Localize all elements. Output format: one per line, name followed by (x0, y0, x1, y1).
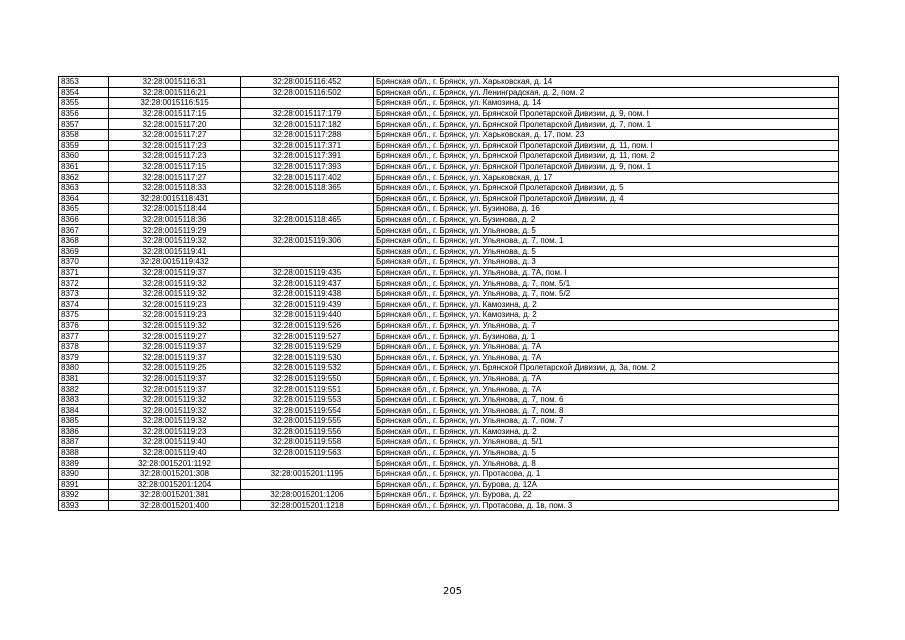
address-cell: Брянская обл., г. Брянск, ул. Бурова, д. 22 (374, 490, 839, 501)
land-cadastral-cell: 32:28:0015117:27 (109, 172, 241, 183)
table-row (59, 468, 839, 479)
table-row (59, 331, 839, 342)
address-cell: Брянская обл., г. Брянск, ул. Брянской Пролетарской Дивизии, д. 11, пом. 2 (374, 151, 839, 162)
object-cadastral-cell (241, 204, 374, 215)
object-cadastral-cell: 32:28:0015119:527 (241, 331, 374, 342)
row-number-cell: 8355 (59, 98, 109, 109)
object-cadastral-cell: 32:28:0015119:439 (241, 299, 374, 310)
object-cadastral-cell: 32:28:0015117:371 (241, 140, 374, 151)
object-cadastral-cell: 32:28:0015119:437 (241, 278, 374, 289)
row-number-cell: 8364 (59, 193, 109, 204)
table-row (59, 235, 839, 246)
row-number-cell: 8379 (59, 352, 109, 363)
address-cell: Брянская обл., г. Брянск, ул. Брянской Пролетарской Дивизии, д. 11, пом. I (374, 140, 839, 151)
address-cell: Брянская обл., г. Брянск, ул. Брянской Пролетарской Дивизии, д. 5 (374, 182, 839, 193)
row-number-cell: 8360 (59, 151, 109, 162)
address-cell: Брянская обл., г. Брянск, ул. Ульянова, д. 5/1 (374, 437, 839, 448)
table-row (59, 129, 839, 140)
address-cell: Брянская обл., г. Брянск, ул. Ульянова, д. 7, пом. 5/2 (374, 288, 839, 299)
address-cell: Брянская обл., г. Брянск, ул. Бузинова, д. 2 (374, 214, 839, 225)
object-cadastral-cell: 32:28:0015119:440 (241, 310, 374, 321)
table-row (59, 373, 839, 384)
address-cell: Брянская обл., г. Брянск, ул. Ульянова, д. 5 (374, 225, 839, 236)
address-cell: Брянская обл., г. Брянск, ул. Ульянова, д. 7А (374, 352, 839, 363)
address-cell: Брянская обл., г. Брянск, ул. Ульянова, д. 7, пом. 6 (374, 394, 839, 405)
table-row (59, 299, 839, 310)
row-number-cell: 8373 (59, 288, 109, 299)
table-row (59, 77, 839, 88)
object-cadastral-cell: 32:28:0015116:452 (241, 77, 374, 88)
table-row (59, 119, 839, 130)
row-number-cell: 8388 (59, 447, 109, 458)
row-number-cell: 8375 (59, 310, 109, 321)
table-row (59, 267, 839, 278)
table-row (59, 257, 839, 268)
table-row (59, 447, 839, 458)
land-cadastral-cell: 32:28:0015116:31 (109, 77, 241, 88)
land-cadastral-cell: 32:28:0015119:32 (109, 416, 241, 427)
address-cell: Брянская обл., г. Брянск, ул. Бузинова, д. 1 (374, 331, 839, 342)
table-row (59, 426, 839, 437)
row-number-cell: 8354 (59, 87, 109, 98)
land-cadastral-cell: 32:28:0015119:37 (109, 373, 241, 384)
land-cadastral-cell: 32:28:0015201:1192 (109, 458, 241, 469)
land-cadastral-cell: 32:28:0015119:23 (109, 299, 241, 310)
table-row (59, 458, 839, 469)
land-cadastral-cell: 32:28:0015117:20 (109, 119, 241, 130)
land-cadastral-cell: 32:28:0015201:308 (109, 468, 241, 479)
land-cadastral-cell: 32:28:0015119:32 (109, 394, 241, 405)
row-number-cell: 8392 (59, 490, 109, 501)
land-cadastral-cell: 32:28:0015119:32 (109, 405, 241, 416)
object-cadastral-cell: 32:28:0015119:551 (241, 384, 374, 395)
land-cadastral-cell: 32:28:0015117:23 (109, 151, 241, 162)
table-row (59, 363, 839, 374)
address-cell: Брянская обл., г. Брянск, ул. Брянской Пролетарской Дивизии, д. 7, пом. 1 (374, 119, 839, 130)
address-cell: Брянская обл., г. Брянск, ул. Ульянова, д. 3 (374, 257, 839, 268)
table-row (59, 98, 839, 109)
land-cadastral-cell: 32:28:0015118:431 (109, 193, 241, 204)
object-cadastral-cell: 32:28:0015119:550 (241, 373, 374, 384)
address-cell: Брянская обл., г. Брянск, ул. Ульянова, д. 5 (374, 447, 839, 458)
land-cadastral-cell: 32:28:0015119:40 (109, 447, 241, 458)
object-cadastral-cell: 32:28:0015118:365 (241, 182, 374, 193)
object-cadastral-cell (241, 479, 374, 490)
row-number-cell: 8365 (59, 204, 109, 215)
table-row (59, 384, 839, 395)
property-registry-table (58, 76, 839, 511)
address-cell: Брянская обл., г. Брянск, ул. Ульянова, д. 5 (374, 246, 839, 257)
row-number-cell: 8374 (59, 299, 109, 310)
table-row (59, 182, 839, 193)
land-cadastral-cell: 32:28:0015119:32 (109, 288, 241, 299)
address-cell: Брянская обл., г. Брянск, ул. Харьковская, д. 14 (374, 77, 839, 88)
row-number-cell: 8362 (59, 172, 109, 183)
address-cell: Брянская обл., г. Брянск, ул. Ульянова, д. 7А (374, 341, 839, 352)
land-cadastral-cell: 32:28:0015119:32 (109, 278, 241, 289)
row-number-cell: 8369 (59, 246, 109, 257)
object-cadastral-cell: 32:28:0015119:529 (241, 341, 374, 352)
land-cadastral-cell: 32:28:0015116:21 (109, 87, 241, 98)
object-cadastral-cell: 32:28:0015119:553 (241, 394, 374, 405)
object-cadastral-cell: 32:28:0015201:1218 (241, 500, 374, 511)
row-number-cell: 8358 (59, 129, 109, 140)
row-number-cell: 8391 (59, 479, 109, 490)
row-number-cell: 8353 (59, 77, 109, 88)
table-row (59, 490, 839, 501)
table-row (59, 310, 839, 321)
row-number-cell: 8361 (59, 161, 109, 172)
address-cell: Брянская обл., г. Брянск, ул. Брянской Пролетарской Дивизии, д. 3а, пом. 2 (374, 363, 839, 374)
object-cadastral-cell: 32:28:0015119:556 (241, 426, 374, 437)
land-cadastral-cell: 32:28:0015119:27 (109, 331, 241, 342)
table-body (59, 77, 839, 511)
land-cadastral-cell: 32:28:0015119:32 (109, 320, 241, 331)
row-number-cell: 8378 (59, 341, 109, 352)
land-cadastral-cell: 32:28:0015201:400 (109, 500, 241, 511)
object-cadastral-cell (241, 257, 374, 268)
row-number-cell: 8366 (59, 214, 109, 225)
object-cadastral-cell: 32:28:0015117:288 (241, 129, 374, 140)
row-number-cell: 8387 (59, 437, 109, 448)
object-cadastral-cell: 32:28:0015117:393 (241, 161, 374, 172)
object-cadastral-cell: 32:28:0015118:465 (241, 214, 374, 225)
table-row (59, 140, 839, 151)
row-number-cell: 8376 (59, 320, 109, 331)
land-cadastral-cell: 32:28:0015119:25 (109, 363, 241, 374)
address-cell: Брянская обл., г. Брянск, ул. Камозина, д. 2 (374, 310, 839, 321)
land-cadastral-cell: 32:28:0015117:27 (109, 129, 241, 140)
object-cadastral-cell: 32:28:0015119:554 (241, 405, 374, 416)
table-row (59, 278, 839, 289)
land-cadastral-cell: 32:28:0015201:381 (109, 490, 241, 501)
table-row (59, 151, 839, 162)
address-cell: Брянская обл., г. Брянск, ул. Бузинова, д. 16 (374, 204, 839, 215)
address-cell: Брянская обл., г. Брянск, ул. Ульянова, д. 7, пом. 8 (374, 405, 839, 416)
address-cell: Брянская обл., г. Брянск, ул. Ульянова, д. 7А, пом. I (374, 267, 839, 278)
row-number-cell: 8371 (59, 267, 109, 278)
land-cadastral-cell: 32:28:0015119:37 (109, 352, 241, 363)
address-cell: Брянская обл., г. Брянск, ул. Харьковская, д. 17 (374, 172, 839, 183)
table-row (59, 214, 839, 225)
table-row (59, 161, 839, 172)
row-number-cell: 8380 (59, 363, 109, 374)
land-cadastral-cell: 32:28:0015119:432 (109, 257, 241, 268)
land-cadastral-cell: 32:28:0015119:32 (109, 235, 241, 246)
land-cadastral-cell: 32:28:0015119:23 (109, 310, 241, 321)
row-number-cell: 8386 (59, 426, 109, 437)
object-cadastral-cell (241, 246, 374, 257)
object-cadastral-cell (241, 193, 374, 204)
object-cadastral-cell (241, 225, 374, 236)
land-cadastral-cell: 32:28:0015117:23 (109, 140, 241, 151)
table-row (59, 320, 839, 331)
table-row (59, 246, 839, 257)
land-cadastral-cell: 32:28:0015118:36 (109, 214, 241, 225)
object-cadastral-cell (241, 458, 374, 469)
object-cadastral-cell: 32:28:0015201:1206 (241, 490, 374, 501)
object-cadastral-cell: 32:28:0015119:435 (241, 267, 374, 278)
object-cadastral-cell: 32:28:0015119:532 (241, 363, 374, 374)
land-cadastral-cell: 32:28:0015118:44 (109, 204, 241, 215)
object-cadastral-cell: 32:28:0015119:530 (241, 352, 374, 363)
land-cadastral-cell: 32:28:0015201:1204 (109, 479, 241, 490)
row-number-cell: 8368 (59, 235, 109, 246)
address-cell: Брянская обл., г. Брянск, ул. Ульянова, д. 8 (374, 458, 839, 469)
address-cell: Брянская обл., г. Брянск, ул. Бурова, д. 12А (374, 479, 839, 490)
table-row (59, 500, 839, 511)
land-cadastral-cell: 32:28:0015119:23 (109, 426, 241, 437)
row-number-cell: 8382 (59, 384, 109, 395)
address-cell: Брянская обл., г. Брянск, ул. Протасова, д. 1в, пом. 3 (374, 500, 839, 511)
land-cadastral-cell: 32:28:0015119:41 (109, 246, 241, 257)
address-cell: Брянская обл., г. Брянск, ул. Камозина, д. 14 (374, 98, 839, 109)
address-cell: Брянская обл., г. Брянск, ул. Ульянова, д. 7 (374, 320, 839, 331)
object-cadastral-cell: 32:28:0015119:306 (241, 235, 374, 246)
table-row (59, 352, 839, 363)
row-number-cell: 8377 (59, 331, 109, 342)
object-cadastral-cell (241, 98, 374, 109)
row-number-cell: 8372 (59, 278, 109, 289)
address-cell: Брянская обл., г. Брянск, ул. Камозина, д. 2 (374, 426, 839, 437)
table-row (59, 288, 839, 299)
address-cell: Брянская обл., г. Брянск, ул. Ульянова, д. 7А (374, 373, 839, 384)
row-number-cell: 8389 (59, 458, 109, 469)
address-cell: Брянская обл., г. Брянск, ул. Брянской Пролетарской Дивизии, д. 9, пом. 1 (374, 161, 839, 172)
object-cadastral-cell: 32:28:0015119:558 (241, 437, 374, 448)
land-cadastral-cell: 32:28:0015119:29 (109, 225, 241, 236)
table-row (59, 87, 839, 98)
land-cadastral-cell: 32:28:0015117:15 (109, 161, 241, 172)
object-cadastral-cell: 32:28:0015119:526 (241, 320, 374, 331)
table-row (59, 225, 839, 236)
table-row (59, 341, 839, 352)
table-row (59, 108, 839, 119)
table-row (59, 172, 839, 183)
land-cadastral-cell: 32:28:0015117:15 (109, 108, 241, 119)
table-row (59, 479, 839, 490)
table-row (59, 405, 839, 416)
object-cadastral-cell: 32:28:0015117:402 (241, 172, 374, 183)
object-cadastral-cell: 32:28:0015119:563 (241, 447, 374, 458)
object-cadastral-cell: 32:28:0015117:179 (241, 108, 374, 119)
row-number-cell: 8356 (59, 108, 109, 119)
row-number-cell: 8383 (59, 394, 109, 405)
address-cell: Брянская обл., г. Брянск, ул. Ульянова, д. 7А (374, 384, 839, 395)
land-cadastral-cell: 32:28:0015119:37 (109, 341, 241, 352)
table-row (59, 437, 839, 448)
address-cell: Брянская обл., г. Брянск, ул. Брянской Пролетарской Дивизии, д. 4 (374, 193, 839, 204)
address-cell: Брянская обл., г. Брянск, ул. Ульянова, д. 7, пом. 5/1 (374, 278, 839, 289)
row-number-cell: 8359 (59, 140, 109, 151)
table-row (59, 394, 839, 405)
row-number-cell: 8357 (59, 119, 109, 130)
row-number-cell: 8370 (59, 257, 109, 268)
address-cell: Брянская обл., г. Брянск, ул. Ульянова, д. 7, пом. 7 (374, 416, 839, 427)
address-cell: Брянская обл., г. Брянск, ул. Камозина, д. 2 (374, 299, 839, 310)
row-number-cell: 8384 (59, 405, 109, 416)
land-cadastral-cell: 32:28:0015119:37 (109, 267, 241, 278)
row-number-cell: 8393 (59, 500, 109, 511)
page-number: 205 (442, 586, 463, 597)
object-cadastral-cell: 32:28:0015116:502 (241, 87, 374, 98)
row-number-cell: 8390 (59, 468, 109, 479)
table-row (59, 204, 839, 215)
row-number-cell: 8367 (59, 225, 109, 236)
land-cadastral-cell: 32:28:0015118:33 (109, 182, 241, 193)
table-row (59, 416, 839, 427)
address-cell: Брянская обл., г. Брянск, ул. Протасова, д. 1 (374, 468, 839, 479)
land-cadastral-cell: 32:28:0015116:515 (109, 98, 241, 109)
row-number-cell: 8381 (59, 373, 109, 384)
address-cell: Брянская обл., г. Брянск, ул. Брянской Пролетарской Дивизии, д. 9, пом. I (374, 108, 839, 119)
object-cadastral-cell: 32:28:0015119:555 (241, 416, 374, 427)
row-number-cell: 8363 (59, 182, 109, 193)
object-cadastral-cell: 32:28:0015117:391 (241, 151, 374, 162)
address-cell: Брянская обл., г. Брянск, ул. Харьковская, д. 17, пом. 23 (374, 129, 839, 140)
object-cadastral-cell: 32:28:0015119:438 (241, 288, 374, 299)
land-cadastral-cell: 32:28:0015119:37 (109, 384, 241, 395)
land-cadastral-cell: 32:28:0015119:40 (109, 437, 241, 448)
address-cell: Брянская обл., г. Брянск, ул. Ленинградская, д. 2, пом. 2 (374, 87, 839, 98)
object-cadastral-cell: 32:28:0015201:1195 (241, 468, 374, 479)
object-cadastral-cell: 32:28:0015117:182 (241, 119, 374, 130)
address-cell: Брянская обл., г. Брянск, ул. Ульянова, д. 7, пом. 1 (374, 235, 839, 246)
row-number-cell: 8385 (59, 416, 109, 427)
table-row (59, 193, 839, 204)
